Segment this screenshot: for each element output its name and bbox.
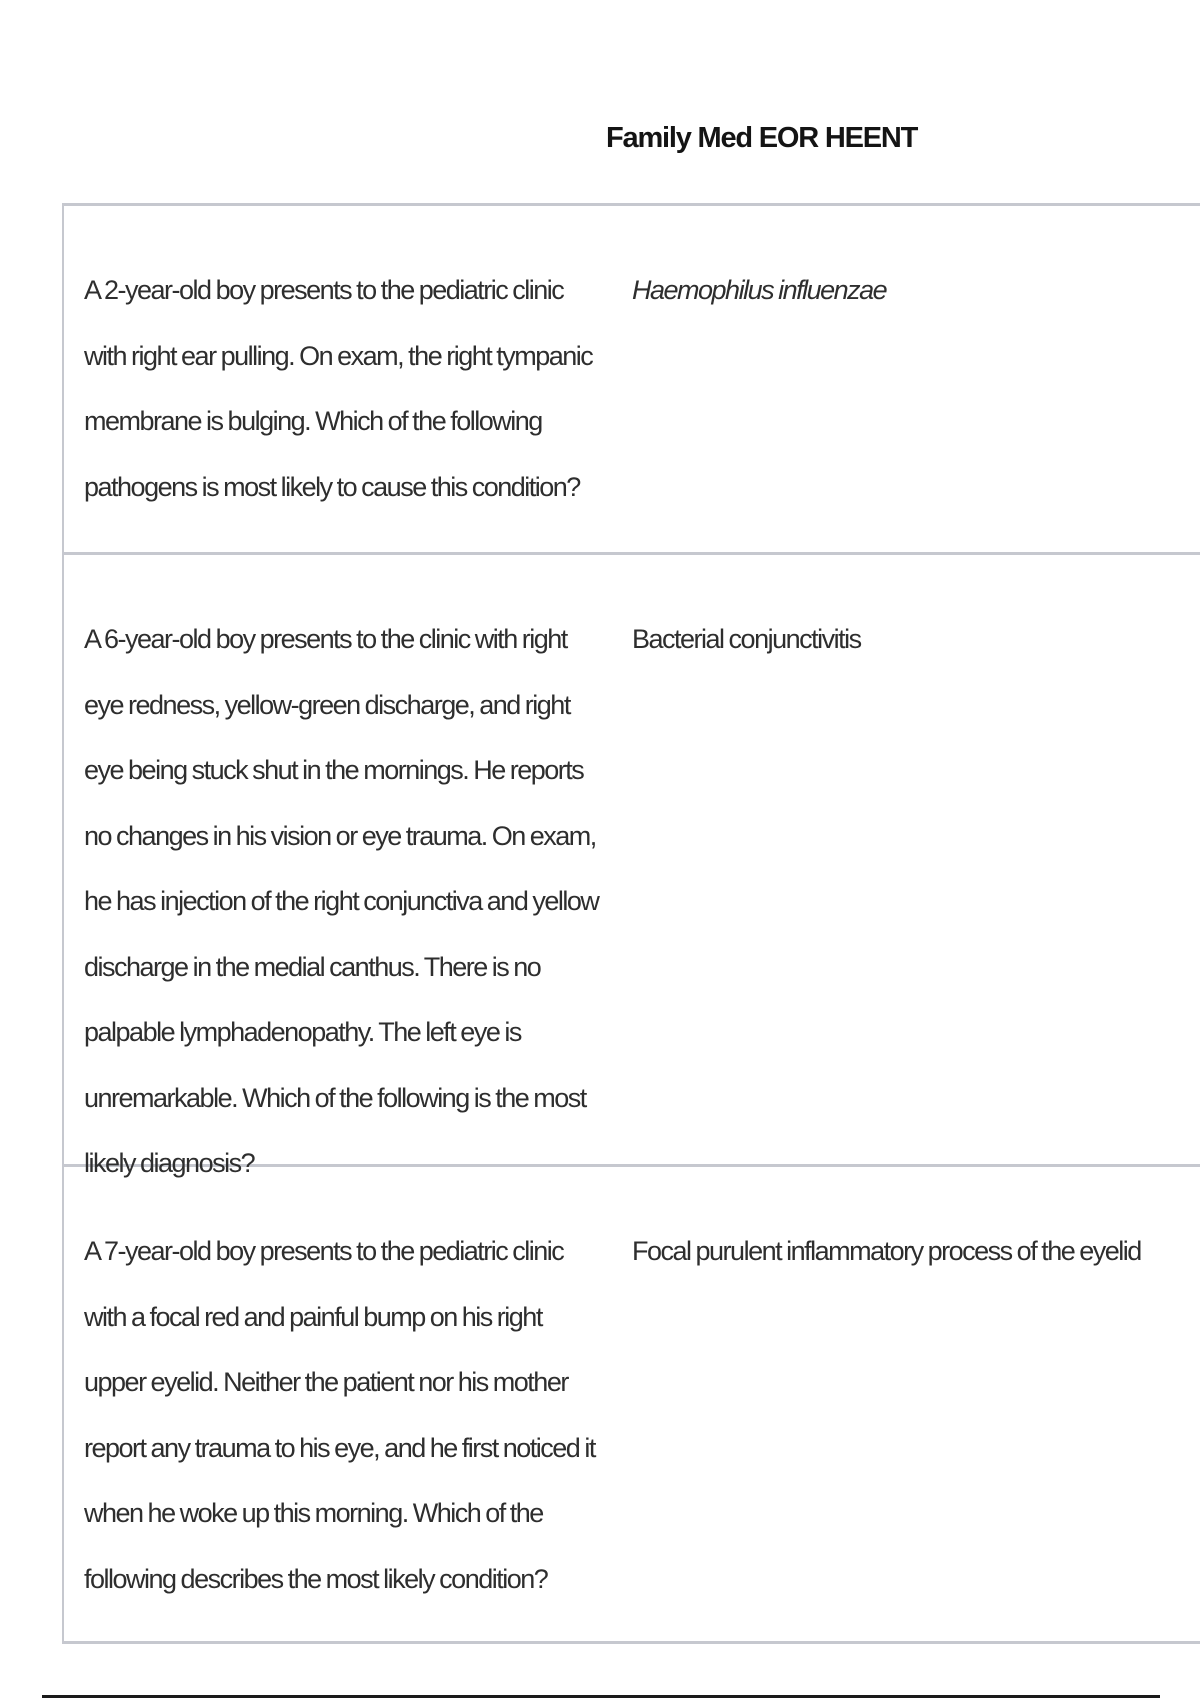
divider xyxy=(42,1695,1160,1698)
answer-text: Haemophilus influenzae xyxy=(632,275,887,305)
flashcard-row xyxy=(64,555,1200,1178)
answer-text: Focal purulent inflammatory process of the eyelid xyxy=(632,1236,1141,1266)
flashcard-row xyxy=(64,1167,1200,1644)
answer-text: Bacterial conjunctivitis xyxy=(632,624,861,654)
flashcard-row xyxy=(64,206,1200,555)
question-text: A 6-year-old boy presents to the clinic with right eye redness, yellow-green discharge, and right eye being stuck shut in the mornings. He reports no changes in his vision or eye trauma. On exam, he has injection of the right conjunctiva and yellow discharge in the medial canthus. There is no palpable lymphadenopathy. The left eye is unremarkable. Which of the following is the most likely diagnosis? xyxy=(84,624,599,1178)
flashcard-table xyxy=(62,203,1200,1644)
page-title: Family Med EOR HEENT xyxy=(606,122,918,154)
question-text: A 7-year-old boy presents to the pediatric clinic with a focal red and painful bump on his right upper eyelid. Neither the patient nor his mother report any trauma to his eye, and he first noticed it when he woke up this morning. Which of the following describes the most likely condition? xyxy=(84,1236,595,1594)
question-text: A 2-year-old boy presents to the pediatric clinic with right ear pulling. On exam, the right tympanic membrane is bulging. Which of the following pathogens is most likely to cause this condition? xyxy=(84,275,593,502)
